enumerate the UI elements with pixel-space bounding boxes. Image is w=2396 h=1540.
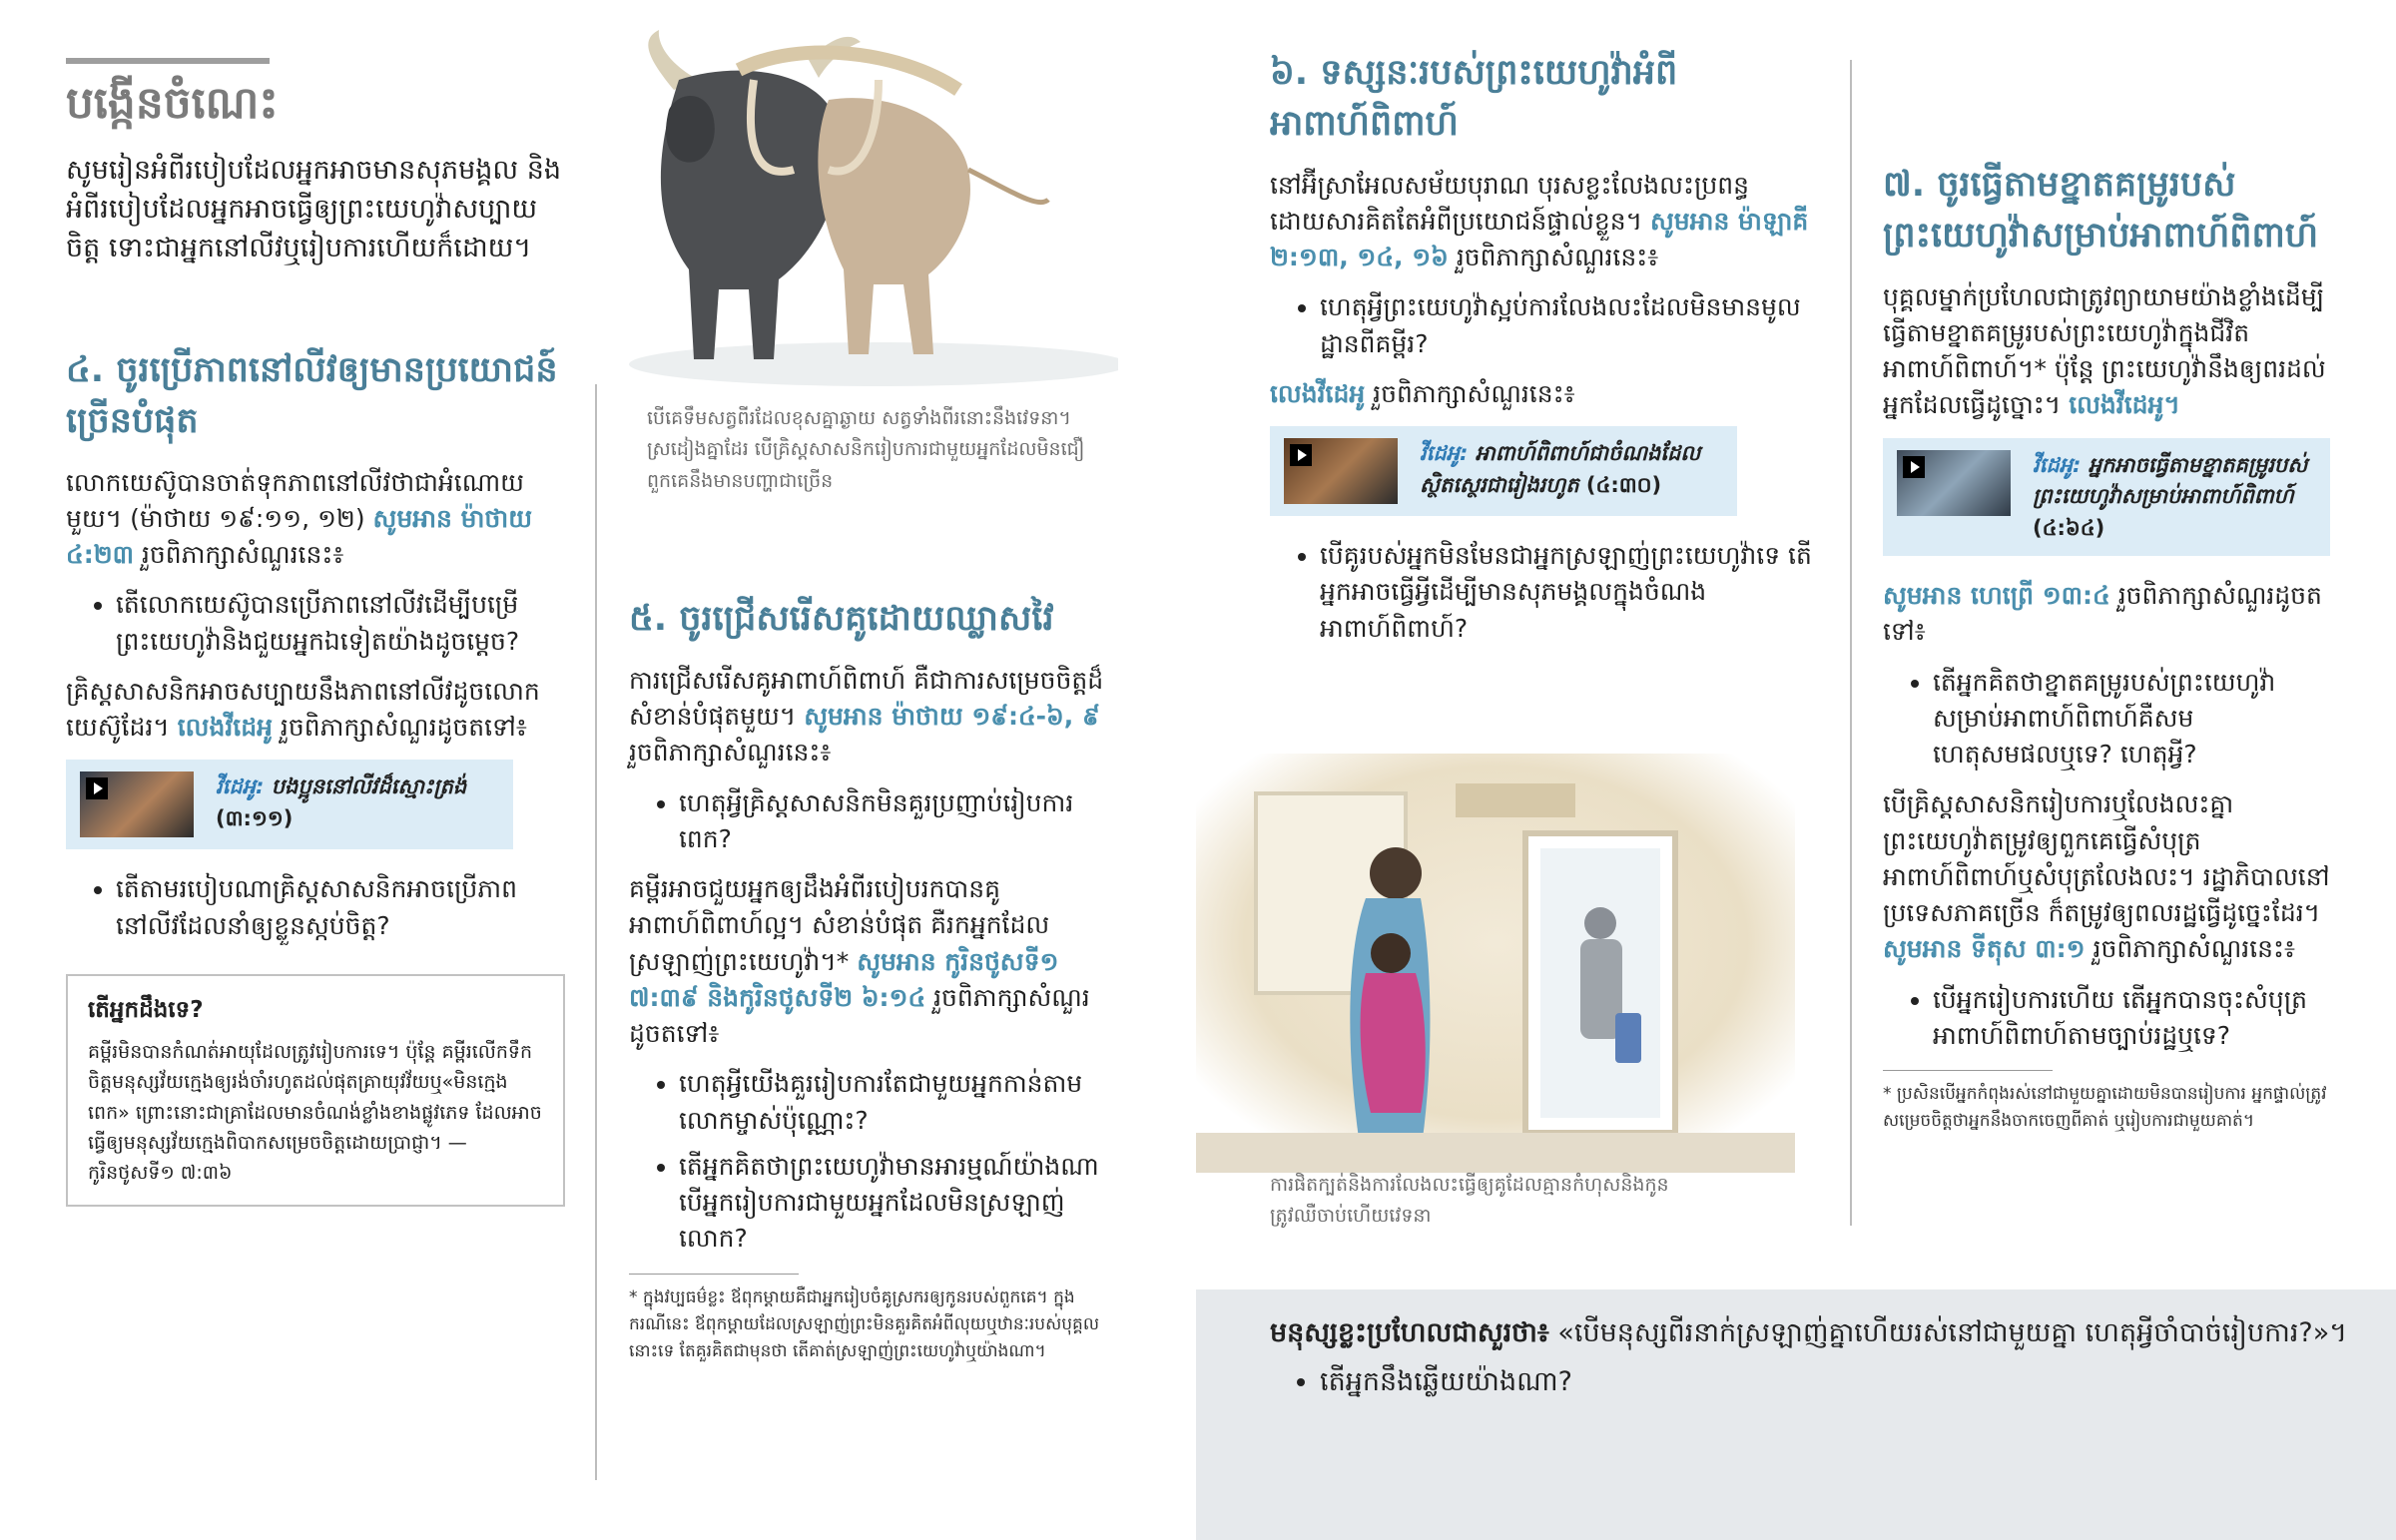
- section-7-paragraph-2: សូមអាន ហេព្រើ ១៣:៤ រួចពិភាក្សាសំណួរដូចតទៅ៖: [1883, 581, 2322, 647]
- video-thumbnail[interactable]: [1284, 438, 1398, 504]
- section-5-footnote: * ក្នុងវប្បធម៌ខ្លះ ឪពុកម្ដាយគឺជាអ្នករៀបចំគូស្រករឲ្យកូនរបស់ពួកគេ។ ក្នុងករណីនេះ ឪពុកម្ដាយដែលស្រឡាញ់ព្រះមិនគួរគិតអំពីលុយឬឋានៈរបស់បុគ្គលនោះទេ តែគួរគិតជាមុនថា តើគាត់ស្រឡាញ់ព្រះយេហូវ៉ាឬយ៉ាងណា។: [629, 1286, 1100, 1361]
- section-7-questions: [1883, 982, 2332, 1055]
- scripture-link[interactable]: សូមអាន ទីតុស ៣:១: [1883, 934, 2086, 964]
- question-body: «បើមនុស្សពីរនាក់ស្រឡាញ់គ្នាហើយរស់នៅជាមួយគ្នា ហេតុអ្វីចាំបាច់រៀបការ?»។: [1557, 1317, 2348, 1348]
- video-title: អ្នកអាចធ្វើតាមខ្នាតគម្រូរបស់ព្រះយេហូវ៉ាសម្រាប់អាពាហ៍ពិពាហ៍: [2033, 452, 2308, 508]
- video-thumbnail[interactable]: [1897, 450, 2011, 516]
- scripture-link[interactable]: សូមអាន ម៉ាថាយ ៤:២៣: [66, 503, 533, 570]
- column-4: [1883, 160, 2332, 1135]
- section-6-heading: ៦. ទស្សនៈរបស់ព្រះយេហូវ៉ាអំពីអាពាហ៍ពិពាហ៍: [1270, 53, 1678, 144]
- question-item: • ហេតុអ្វីព្រះយេហូវ៉ាស្អប់ការលែងលះដែលមិនមានមូលដ្ឋានពីគម្ពីរ?: [1320, 289, 1819, 362]
- question-item: • តើអ្នកគិតថាព្រះយេហូវ៉ាមានអារម្មណ៍យ៉ាងណា បើអ្នករៀបការជាមួយអ្នកដែលមិនស្រឡាញ់លោក?: [679, 1149, 1108, 1258]
- video-thumbnail[interactable]: [80, 771, 194, 837]
- video-card[interactable]: [66, 760, 513, 849]
- section-7-heading: ៧. ចូរធ្វើតាមខ្នាតគម្រូរបស់ព្រះយេហូវ៉ាសម្រាប់អាពាហ៍ពិពាហ៍: [1883, 165, 2319, 256]
- section-5-heading: ៥. ចូរជ្រើសរើសគូដោយឈ្លាសវៃ: [629, 599, 1054, 639]
- page-title: បង្កើនចំណេះ: [66, 78, 279, 129]
- family-caption: ការផិតក្បត់និងការលែងលះធ្វើឲ្យគូដែលគ្មានកំហុសនិងកូនត្រូវឈឺចាប់ហើយវេទនា: [1270, 1174, 1669, 1228]
- play-icon[interactable]: [1290, 444, 1312, 466]
- section-5-paragraph-2: គម្ពីរអាចជួយអ្នកឲ្យដឹងអំពីរបៀបរកបានគូអាពាហ៍ពិពាហ៍ល្អ។ សំខាន់បំផុត គឺរកអ្នកដែលស្រឡាញ់ព្រះយេហូវ៉ា។* សូមអាន កូរិនថូសទី១ ៧:៣៩ និងកូរិនថូសទី២ ៦:១៤ រួចពិភាក្សាសំណួរដូចតទៅ៖: [629, 874, 1090, 1048]
- section-4-heading: ៤. ចូរប្រើភាពនៅលីវឲ្យមានប្រយោជន៍ច្រើនបំផុត: [66, 350, 558, 441]
- video-label: វីដេអូ: អ្នកអាចធ្វើតាមខ្នាតគម្រូរបស់ព្រះយេហូវ៉ាសម្រាប់អាពាហ៍ពិពាហ៍ (៤:៦៤): [2033, 452, 2308, 540]
- scripture-link[interactable]: សូមអាន កូរិនថូសទី១ ៧:៣៩ និងកូរិនថូសទី២ ៦:១៤: [629, 946, 1059, 1012]
- video-card[interactable]: [1883, 438, 2330, 557]
- section-5-paragraph-1: ការជ្រើសរើសគូអាពាហ៍ពិពាហ៍ គឺជាការសម្រេចចិត្តដ៏សំខាន់បំផុតមួយ។ សូមអាន ម៉ាថាយ ១៩:៤-៦, ៩ រួចពិភាក្សាសំណួរនេះ៖: [629, 665, 1104, 768]
- video-label: វីដេអូ: អាពាហ៍ពិពាហ៍ជាចំណងដែលស្ថិតស្ថេរជារៀងរហូត (៤:៣០): [1420, 441, 1701, 497]
- section-7-paragraph-3: បើគ្រិស្តសាសនិករៀបការឬលែងលះគ្នា ព្រះយេហូវ៉ាតម្រូវឲ្យពួកគេធ្វើសំបុត្រអាពាហ៍ពិពាហ៍ឬសំបុត្រលែងលះ។ រដ្ឋាភិបាលនៅប្រទេសភាគច្រើន ក៏តម្រូវឲ្យពលរដ្ឋធ្វើដូច្នេះដែរ។ សូមអាន ទីតុស ៣:១ រួចពិភាក្សាសំណួរនេះ៖: [1883, 789, 2330, 964]
- section-6-questions: [1270, 538, 1819, 647]
- question-panel: [1196, 1289, 2396, 1540]
- footnote-divider: [629, 1274, 799, 1275]
- intro-text: សូមរៀនអំពីរបៀបដែលអ្នកអាចមានសុភមង្គល និងអំពីរបៀបដែលអ្នកអាចធ្វើឲ្យព្រះយេហូវ៉ាសប្បាយចិត្ត ទោះជាអ្នកនៅលីវឬរៀបការហើយក៏ដោយ។: [66, 154, 561, 264]
- box-text: គម្ពីរមិនបានកំណត់អាយុដែលត្រូវរៀបការទេ។ ប៉ុន្តែ គម្ពីរលើកទឹកចិត្តមនុស្សវ័យក្មេងឲ្យរង់ចាំរហូតដល់ផុតគ្រាយុវវ័យឬ«មិនក្មេងពេក» ព្រោះនោះជាគ្រាដែលមានចំណង់ខ្លាំងខាងផ្លូវភេទ ដែលអាចធ្វើឲ្យមនុស្សវ័យក្មេងពិបាកសម្រេចចិត្តដោយប្រាជ្ញា។ —កូរិនថូសទី១ ៧:៣៦: [88, 1040, 542, 1185]
- question-item: • ហេតុអ្វីគ្រិស្តសាសនិកមិនគួរប្រញាប់រៀបការពេក?: [679, 785, 1108, 858]
- video-title: បងប្អូននៅលីវដ៏ស្មោះត្រង់: [271, 774, 467, 799]
- section-6-paragraph-1: នៅអ៊ីស្រាអែលសម័យបុរាណ បុរសខ្លះលែងលះប្រពន្ធដោយសារគិតតែអំពីប្រយោជន៍ផ្ទាល់ខ្លួន។ សូមអាន ម៉ាឡាគី ២:១៣, ១៤, ១៦ រួចពិភាក្សាសំណួរនេះ៖: [1270, 170, 1809, 271]
- section-7-footnote: * ប្រសិនបើអ្នកកំពុងរស់នៅជាមួយគ្នាដោយមិនបានរៀបការ អ្នកផ្ទាល់ត្រូវសម្រេចចិត្តថាអ្នកនឹងចាកចេញពីគាត់ ឬរៀបការជាមួយគាត់។: [1883, 1084, 2327, 1132]
- section-4-paragraph-1: លោកយេស៊ូបានចាត់ទុកភាពនៅលីវថាជាអំណោយមួយ។ (ម៉ាថាយ ១៩:១១, ១២) សូមអាន ម៉ាថាយ ៤:២៣ រួចពិភាក្សាសំណួរនេះ៖: [66, 467, 533, 570]
- question-item: • ហេតុអ្វីយើងគួររៀបការតែជាមួយអ្នកកាន់តាមលោកម្ចាស់ប៉ុណ្ណោះ?: [679, 1066, 1108, 1139]
- section-7-paragraph-1: បុគ្គលម្នាក់ប្រហែលជាត្រូវព្យាយាមយ៉ាងខ្លាំងដើម្បីធ្វើតាមខ្នាតគម្រូរបស់ព្រះយេហូវ៉ាក្នុងជីវិតអាពាហ៍ពិពាហ៍។* ប៉ុន្តែ ព្រះយេហូវ៉ានឹងឲ្យពរដល់អ្នកដែលធ្វើដូច្នោះ។ លេងវីដេអូ។: [1883, 281, 2326, 420]
- question-item: • តើលោកយេស៊ូបានប្រើភាពនៅលីវដើម្បីបម្រើព្រះយេហូវ៉ានិងជួយអ្នកឯទៀតយ៉ាងដូចម្ដេច?: [116, 587, 565, 660]
- video-duration: (៣:១១): [216, 805, 294, 830]
- column-divider: [595, 384, 597, 1480]
- section-4-questions: [66, 587, 565, 660]
- play-video-link[interactable]: លេងវីដេអូ: [177, 713, 273, 743]
- family-illustration: [1196, 754, 1795, 1173]
- play-video-link[interactable]: លេងវីដេអូ។: [2069, 390, 2180, 420]
- scripture-link[interactable]: សូមអាន ម៉ាថាយ ១៩:៤-៦, ៩: [804, 702, 1100, 731]
- section-4-questions: [66, 871, 565, 944]
- video-card[interactable]: [1270, 426, 1737, 516]
- oxen-illustration: [579, 20, 1118, 389]
- section-4-paragraph-2: គ្រិស្តសាសនិកអាចសប្បាយនឹងភាពនៅលីវដូចលោកយេស៊ូដែរ។ លេងវីដេអូ រួចពិភាក្សាសំណួរដូចតទៅ៖: [66, 676, 540, 743]
- section-6-questions: [1270, 289, 1819, 362]
- play-icon[interactable]: [1903, 456, 1925, 478]
- play-icon[interactable]: [86, 777, 108, 799]
- section-7-questions: [1883, 665, 2332, 773]
- video-duration: (៤:៣០): [1585, 472, 1662, 497]
- footnote-divider: [1883, 1070, 2053, 1071]
- scripture-link[interactable]: សូមអាន ហេព្រើ ១៣:៤: [1883, 581, 2110, 610]
- question-text: [1270, 1313, 2368, 1415]
- column-3: [1270, 48, 1819, 661]
- title-bar: [66, 58, 270, 64]
- video-title: អាពាហ៍ពិពាហ៍ជាចំណងដែលស្ថិតស្ថេរជារៀងរហូត: [1420, 441, 1701, 497]
- column-divider: [1850, 60, 1852, 1226]
- section-6-paragraph-2: លេងវីដេអូ រួចពិភាក្សាសំណួរនេះ៖: [1270, 378, 1575, 408]
- section-5-questions: [629, 1066, 1108, 1257]
- did-you-know-box: [66, 974, 565, 1207]
- scripture-link[interactable]: សូមអាន ម៉ាឡាគី ២:១៣, ១៤, ១៦: [1270, 206, 1809, 271]
- oxen-caption: បើគេទឹមសត្វពីរដែលខុសគ្នាឆ្ងាយ សត្វទាំងពីរនោះនឹងវេទនា។ ស្រដៀងគ្នាដែរ បើគ្រិស្តសាសនិករៀបការជាមួយអ្នកដែលមិនជឿ ពួកគេនឹងមានបញ្ហាជាច្រើន: [647, 407, 1085, 492]
- video-label: វីដេអូ: បងប្អូននៅលីវដ៏ស្មោះត្រង់ (៣:១១): [216, 774, 467, 830]
- box-title: តើអ្នកដឹងទេ?: [88, 996, 204, 1023]
- question-item: • តើតាមរបៀបណាគ្រិស្តសាសនិកអាចប្រើភាពនៅលីវដែលនាំឲ្យខ្លួនស្កប់ចិត្ត?: [116, 871, 565, 944]
- play-video-link[interactable]: លេងវីដេអូ: [1270, 378, 1366, 408]
- question-item: • តើអ្នកគិតថាខ្នាតគម្រូរបស់ព្រះយេហូវ៉ាសម្រាប់អាពាហ៍ពិពាហ៍គឺសមហេតុសមផលឬទេ? ហេតុអ្វី?: [1933, 665, 2332, 773]
- question-item: • បើគូរបស់អ្នកមិនមែនជាអ្នកស្រឡាញ់ព្រះយេហូវ៉ាទេ តើអ្នកអាចធ្វើអ្វីដើម្បីមានសុភមង្គលក្នុងចំណងអាពាហ៍ពិពាហ៍?: [1320, 538, 1819, 647]
- question-list: [1270, 1362, 2368, 1401]
- question-item: • បើអ្នករៀបការហើយ តើអ្នកបានចុះសំបុត្រអាពាហ៍ពិពាហ៍តាមច្បាប់រដ្ឋឬទេ?: [1933, 982, 2332, 1055]
- section-5-questions: [629, 785, 1108, 858]
- question-item: • តើអ្នកនឹងឆ្លើយយ៉ាងណា?: [1320, 1362, 2368, 1401]
- column-1: [66, 58, 565, 1207]
- video-duration: (៤:៦៤): [2033, 515, 2105, 540]
- question-label: មនុស្សខ្លះប្រហែលជាសួរថា៖: [1270, 1317, 1549, 1348]
- column-2: [629, 594, 1108, 1365]
